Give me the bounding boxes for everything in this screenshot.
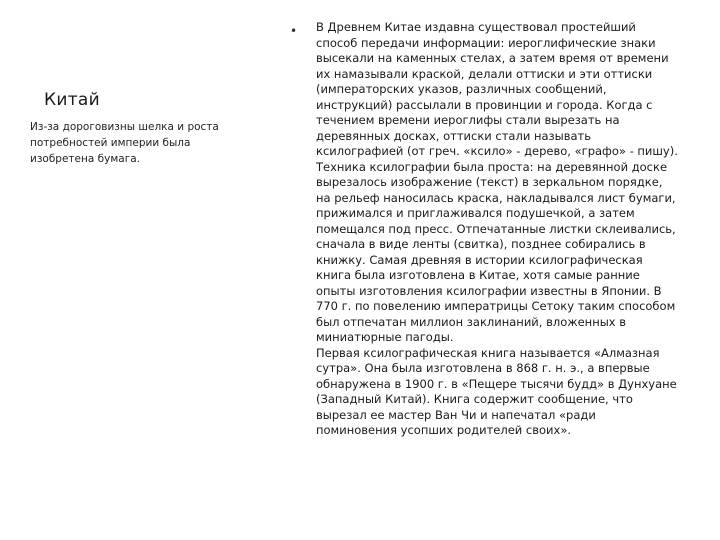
slide-caption: Из-за дороговизны шелка и роста потребностей империи была изобретена бумага. bbox=[30, 121, 219, 165]
paragraph-diamond-sutra: Первая ксилографическая книга называется «Алмазная сутра». Она была изготовлена в 868 г. н. э., а впервые обнаружена в 1900 г. в «Пещере тысячи будд» в Дунхуане (Западный Китай). Книга содержит сообщение, что вырезал ее мастер Ван Чи и напечатал «ради поминовения усопших родителей своих». bbox=[316, 345, 677, 437]
main-text-block bbox=[316, 20, 680, 439]
paragraph-xylography-history: В Древнем Китае издавна существовал простейший способ передачи информации: иероглифические знаки высекали на каменных стелах, а затем время от времени их намазывали краской, делали оттиски и эти оттиски (императорских указов, различных сообщений, инструкций) рассылали в провинции и города. Когда с течением времени иероглифы стали вырезать на деревянных досках, оттиски стали называть ксилографией (от греч. «ксило» - дерево, «графо» - пишу). Техника ксилографии была проста: на деревянной доске вырезалось изображение (текст) в зеркальном порядке, на рельеф наносилась краска, накладывался лист бумаги, прижимался и приглаживался подушечкой, а затем помещался под пресс. Отпечатанные листки склеивались, сначала в виде ленты (свитка), позднее собирались в книжку. Самая древняя в истории ксилографическая книга была изготовлена в Китае, хотя самые ранние опыты изготовления ксилографии известны в Японии. В 770 г. по повелению императрицы Сетоку таким способом был отпечатан миллион заклинаний, вложенных в миниатюрные пагоды. bbox=[316, 20, 678, 344]
bullet-marker: • bbox=[290, 24, 298, 38]
slide-title: Китай bbox=[44, 90, 100, 110]
